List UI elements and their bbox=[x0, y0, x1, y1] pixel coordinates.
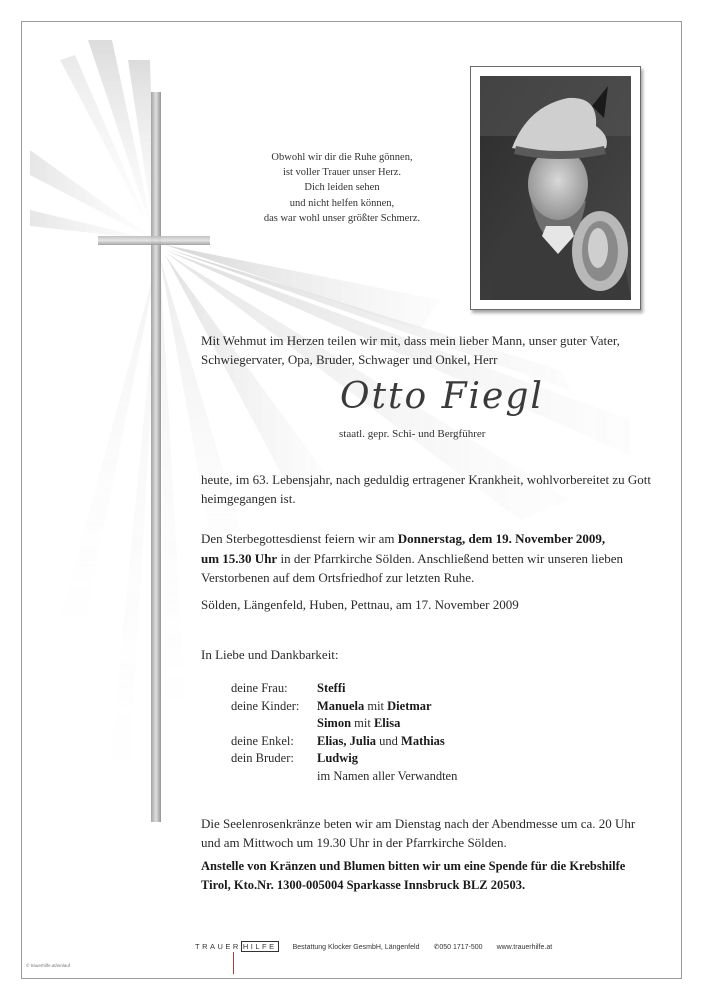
family-names bbox=[317, 680, 345, 698]
family-names bbox=[317, 715, 400, 733]
death-notice: heute, im 63. Lebensjahr, nach geduldig ertragener Krankheit, wohlvorbereitet zu Gott heimgegangen ist. bbox=[201, 472, 651, 506]
grandchildren-names: Elias, Julia bbox=[317, 733, 377, 748]
relation-label: deine Frau: bbox=[231, 681, 288, 695]
poem-line: Dich leiden sehen bbox=[304, 182, 380, 194]
phone-icon: ✆ bbox=[433, 944, 440, 951]
child-name: Simon bbox=[317, 716, 352, 730]
copyright-note: © trauerhilfe.at/einlauf bbox=[26, 963, 71, 968]
partner-name: Elisa bbox=[373, 716, 401, 730]
child-name: Manuela bbox=[317, 698, 365, 713]
mass-date: Donnerstag, dem 19. November 2009, bbox=[397, 531, 606, 546]
relation-label: deine Kinder: bbox=[231, 698, 300, 713]
mass-text-end: in der Pfarrkirche Sölden. Anschließend betten wir unseren lieben Verstorbenen auf dem Ortsfriedhof zur letzten Ruhe. bbox=[201, 550, 624, 585]
deceased-title: staatl. gepr. Schi- und Bergführer bbox=[339, 428, 486, 440]
family-names bbox=[317, 698, 432, 716]
logo-text-left: TRAUER bbox=[195, 942, 241, 951]
phone-number: 050 1717-500 bbox=[439, 944, 483, 951]
donation-notice: Anstelle von Kränzen und Blumen bitten wir um eine Spende für die Krebshilfe Tirol, Kto.Nr. 1300-005004 Sparkasse Innsbruck BLZ 20503. bbox=[201, 859, 626, 892]
with-word: mit bbox=[364, 698, 388, 713]
relatives-line: im Namen aller Verwandten bbox=[317, 768, 458, 783]
poem-line: und nicht helfen können, bbox=[289, 197, 395, 209]
family-names bbox=[317, 733, 445, 751]
mass-text-start: Den Sterbegottesdienst feiern wir am bbox=[201, 531, 398, 546]
deceased-name: Otto Fiegl bbox=[340, 376, 544, 417]
funeral-home: Bestattung Klocker GesmbH, Längenfeld bbox=[292, 944, 420, 951]
footer-divider bbox=[233, 952, 234, 974]
intro-text: Mit Wehmut im Herzen teilen wir mit, dass mein lieber Mann, unser guter Vater, Schwiegervater, Opa, Bruder, Schwager und Onkel, Herr bbox=[201, 333, 620, 367]
trauerhilfe-logo bbox=[195, 941, 279, 952]
partner-name: Dietmar bbox=[387, 698, 432, 713]
brother-name: Ludwig bbox=[317, 751, 358, 765]
mass-time: um 15.30 Uhr bbox=[201, 550, 278, 566]
and-word: und bbox=[376, 733, 402, 748]
relation-label: deine Enkel: bbox=[231, 733, 294, 748]
in-love-line: In Liebe und Dankbarkeit: bbox=[201, 647, 339, 662]
poem-line: ist voller Trauer unser Herz. bbox=[282, 167, 402, 179]
grandchild-name: Mathias bbox=[401, 733, 445, 748]
with-word: mit bbox=[351, 716, 374, 730]
poem-line: Obwohl wir dir die Ruhe gönnen, bbox=[271, 152, 413, 163]
family-names bbox=[317, 750, 358, 768]
footer bbox=[195, 942, 552, 951]
portrait-photo bbox=[480, 76, 631, 300]
relation-label: dein Bruder: bbox=[231, 751, 294, 765]
logo-text-right: HILFE bbox=[242, 942, 277, 951]
website[interactable]: www.trauerhilfe.at bbox=[496, 944, 553, 951]
funeral-mass-notice bbox=[201, 529, 651, 588]
place-and-date: Sölden, Längenfeld, Huben, Pettnau, am 17. November 2009 bbox=[201, 597, 519, 612]
rosary-notice: Die Seelenrosenkränze beten wir am Dienstag nach der Abendmesse um ca. 20 Uhr und am Mittwoch um 19.30 Uhr in der Pfarrkirche Sölden. bbox=[201, 816, 636, 850]
memorial-poem bbox=[232, 150, 452, 226]
poem-line: das war wohl unser größter Schmerz. bbox=[263, 212, 421, 224]
portrait-frame bbox=[470, 66, 641, 310]
wife-name: Steffi bbox=[317, 681, 346, 695]
